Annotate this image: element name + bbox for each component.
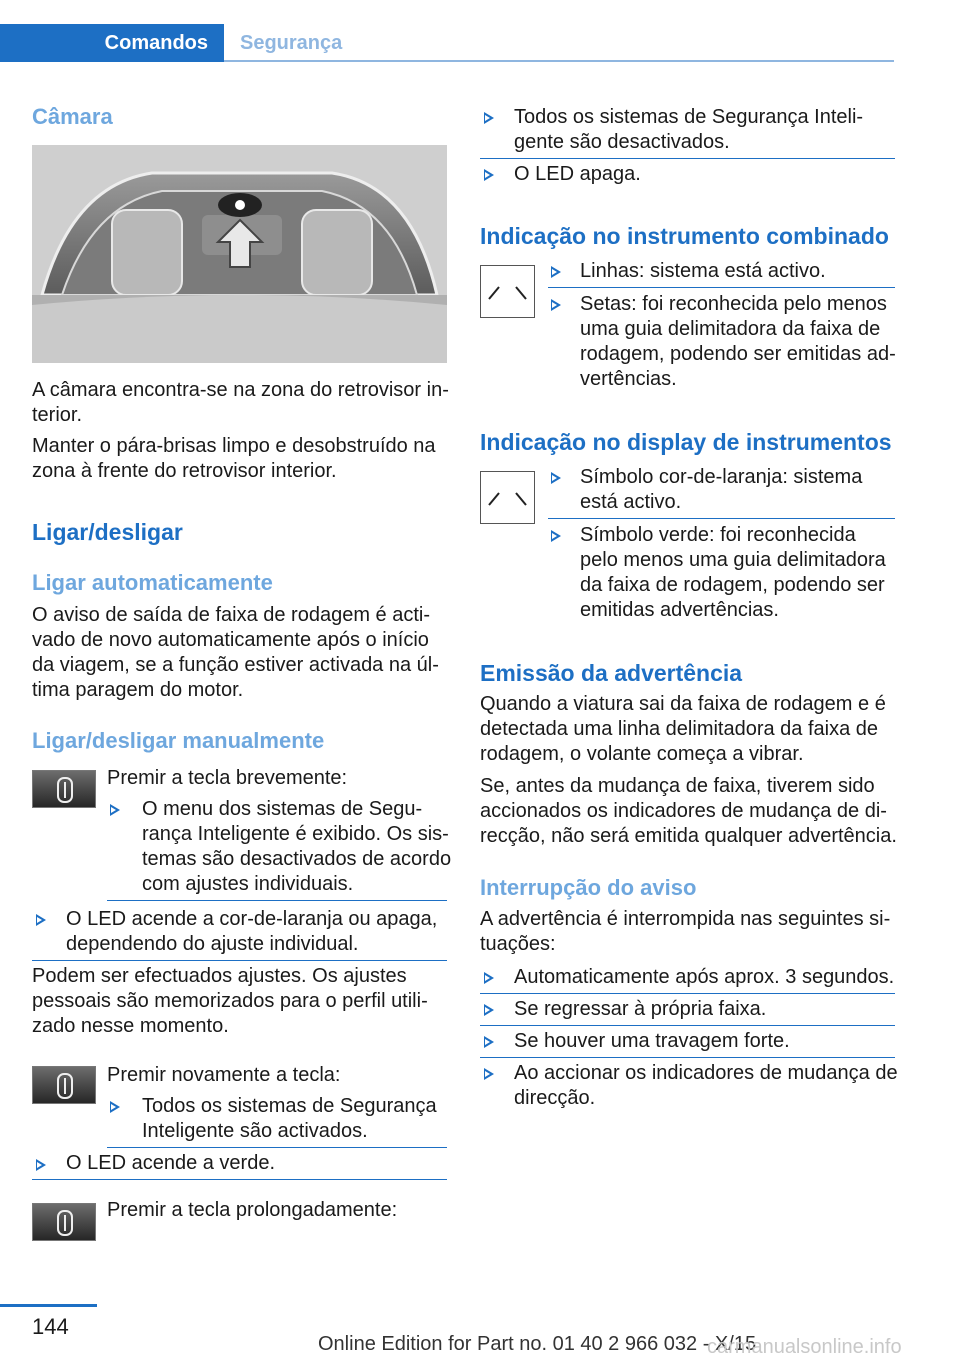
separator	[480, 993, 895, 994]
warn-text-2: detectada uma linha delimitadora da faixa de	[480, 718, 879, 740]
auto-text-2: vado de novo automaticamente após o início	[32, 629, 429, 651]
assist-key-icon	[32, 1066, 96, 1104]
b1-line2: rança Inteligente é exibido. Os sis-	[142, 823, 449, 845]
separator	[107, 1147, 447, 1148]
header-rule	[224, 60, 894, 62]
assist-key-icon	[32, 770, 96, 808]
i-b4-line1: Ao accionar os indicadores de mudança de	[514, 1062, 898, 1084]
footer-rule	[0, 1304, 97, 1307]
ic-b1-text: Linhas: sistema está activo.	[580, 260, 826, 282]
display-heading: Indicação no display de instrumentos	[480, 429, 892, 455]
watermark-text: carmanualsonline.info	[707, 1336, 902, 1358]
ic-b2-line3: rodagem, podendo ser emitidas ad-	[580, 343, 896, 365]
warn-text-3: rodagem, o volante começa a vibrar.	[480, 743, 804, 765]
lane-lines-icon	[480, 265, 535, 318]
onoff-heading: Ligar/desligar	[32, 519, 183, 545]
camera-location-photo	[32, 145, 447, 363]
b1-line4: com ajustes individuais.	[142, 873, 354, 895]
d-b2-line2: pelo menos uma guia delimitadora	[580, 549, 886, 571]
warn-text-1: Quando a viatura sai da faixa de rodagem e é	[480, 693, 886, 715]
bullet-icon	[484, 1004, 494, 1016]
bullet-icon	[484, 1036, 494, 1048]
separator	[480, 1025, 895, 1026]
assist-key-icon	[32, 1203, 96, 1241]
bullet-icon	[36, 1159, 46, 1171]
b1-line3: temas são desactivados de acordo	[142, 848, 452, 870]
camera-text-1b: terior.	[32, 404, 83, 426]
instrument-cluster-heading: Indicação no instrumento combinado	[480, 223, 889, 249]
separator	[548, 518, 895, 519]
camera-text-2a: Manter o pára-brisas limpo e desobstruído na	[32, 435, 436, 457]
auto-text-1: O aviso de saída de faixa de rodagem é acti-	[32, 604, 431, 626]
bullet-icon	[484, 972, 494, 984]
b6-text: O LED apaga.	[514, 163, 641, 185]
camera-text-2b: zona à frente do retrovisor interior.	[32, 460, 337, 482]
b2-line1: O LED acende a cor-de-laranja ou apaga,	[66, 908, 438, 930]
i-b2-text: Se regressar à própria faixa.	[514, 998, 767, 1020]
bullet-icon	[551, 266, 561, 278]
camera-text-1a: A câmara encontra-se na zona do retrovisor in-	[32, 379, 449, 401]
bullet-icon	[551, 530, 561, 542]
tab-comandos[interactable]: Comandos	[0, 24, 224, 62]
camera-heading: Câmara	[32, 104, 113, 129]
int-text-1: A advertência é interrompida nas seguintes si-	[480, 908, 891, 930]
i-b1-text: Automaticamente após aprox. 3 segundos.	[514, 966, 895, 988]
press-short-text: Premir a tecla brevemente:	[107, 767, 348, 789]
adjust-text-3: zado nesse momento.	[32, 1015, 229, 1037]
b3-line2: Inteligente são activados.	[142, 1120, 368, 1142]
separator	[32, 960, 447, 961]
bullet-icon	[551, 472, 561, 484]
bullet-icon	[110, 804, 120, 816]
b2-line2: dependendo do ajuste individual.	[66, 933, 359, 955]
auto-text-4: tima paragem do motor.	[32, 679, 244, 701]
page-number: 144	[32, 1314, 69, 1339]
b5-line1: Todos os sistemas de Segurança Inteli-	[514, 106, 864, 128]
interruption-heading: Interrupção do aviso	[480, 875, 697, 900]
b3-line1: Todos os sistemas de Segurança	[142, 1095, 437, 1117]
b5-line2: gente são desactivados.	[514, 131, 730, 153]
d-b2-line1: Símbolo verde: foi reconhecida	[580, 524, 856, 546]
d-b2-line3: da faixa de rodagem, podendo ser	[580, 574, 885, 596]
press-long-text: Premir a tecla prolongadamente:	[107, 1199, 398, 1221]
ic-b2-line1: Setas: foi reconhecida pelo menos	[580, 293, 887, 315]
d-b2-line4: emitidas advertências.	[580, 599, 779, 621]
warn2-text-1: Se, antes da mudança de faixa, tiverem sido	[480, 775, 875, 797]
separator	[107, 900, 447, 901]
auto-text-3: da viagem, se a função estiver activada na úl-	[32, 654, 439, 676]
int-text-2: tuações:	[480, 933, 556, 955]
separator	[480, 1057, 895, 1058]
warn2-text-2: accionados os indicadores de mudança de di-	[480, 800, 887, 822]
header-bar	[0, 0, 960, 62]
separator	[548, 287, 895, 288]
press-again-text: Premir novamente a tecla:	[107, 1064, 341, 1086]
adjust-text-1: Podem ser efectuados ajustes. Os ajustes	[32, 965, 407, 987]
warn2-text-3: recção, não será emitida qualquer advertência.	[480, 825, 897, 847]
online-edition-text: Online Edition for Part no. 01 40 2 966 032 - X/15	[318, 1333, 757, 1355]
d-b1-line1: Símbolo cor-de-laranja: sistema	[580, 466, 863, 488]
separator	[480, 158, 895, 159]
bullet-icon	[36, 914, 46, 926]
tab-seguranca[interactable]: Segurança	[240, 31, 343, 54]
bullet-icon	[551, 299, 561, 311]
lane-lines-icon	[480, 471, 535, 524]
warning-heading: Emissão da advertência	[480, 660, 743, 686]
i-b3-text: Se houver uma travagem forte.	[514, 1030, 790, 1052]
b4-text: O LED acende a verde.	[66, 1152, 276, 1174]
adjust-text-2: pessoais são memorizados para o perfil utili-	[32, 990, 428, 1012]
bullet-icon	[484, 112, 494, 124]
bullet-icon	[484, 169, 494, 181]
d-b1-line2: está activo.	[580, 491, 682, 513]
b1-line1: O menu dos sistemas de Segu-	[142, 798, 423, 820]
bullet-icon	[484, 1068, 494, 1080]
separator	[32, 1179, 447, 1180]
auto-heading: Ligar automaticamente	[32, 570, 273, 595]
bullet-icon	[110, 1101, 120, 1113]
i-b4-line2: direcção.	[514, 1087, 596, 1109]
manual-heading: Ligar/desligar manualmente	[32, 728, 325, 753]
ic-b2-line4: vertências.	[580, 368, 677, 390]
ic-b2-line2: uma guia delimitadora da faixa de	[580, 318, 881, 340]
